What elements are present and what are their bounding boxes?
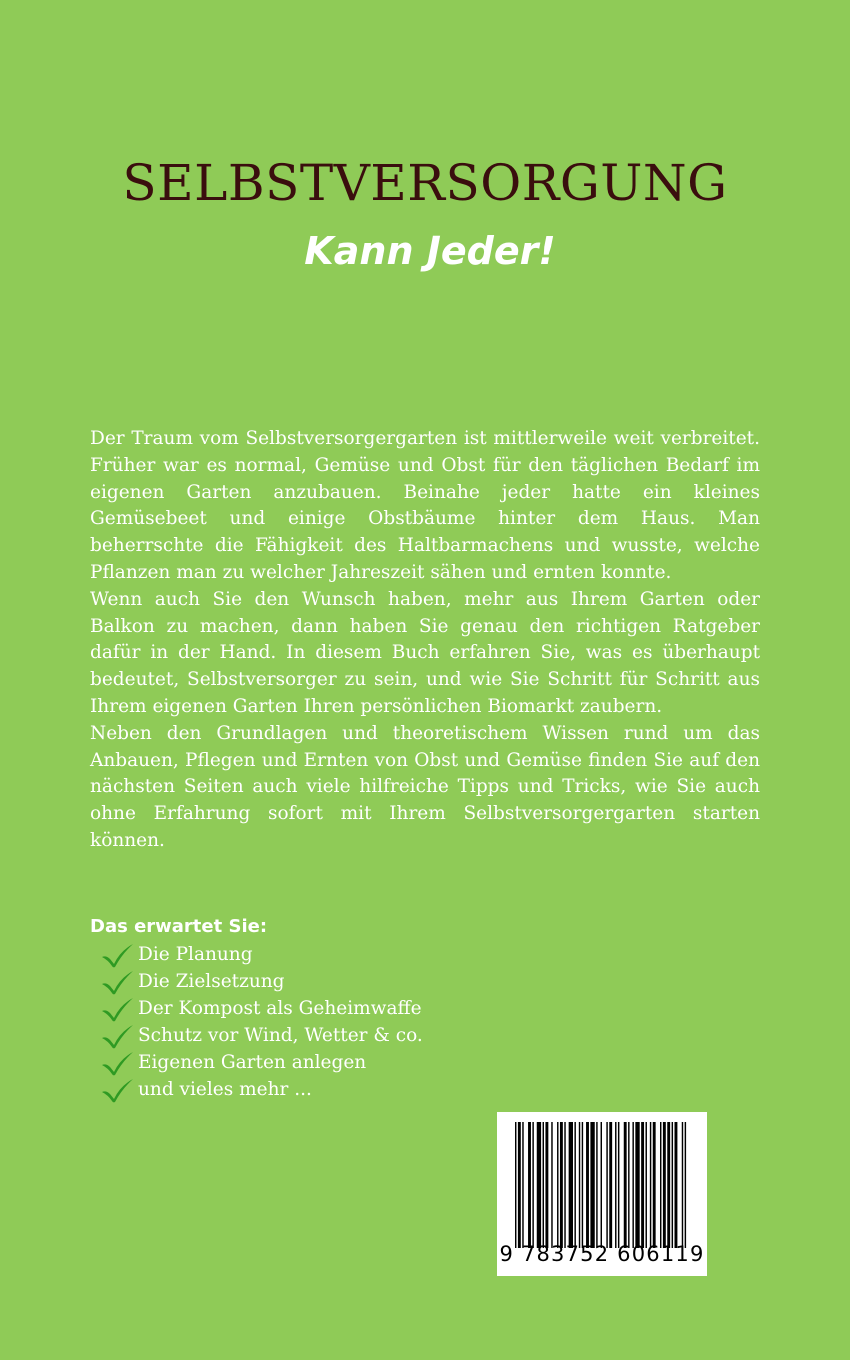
barcode-bar (551, 1122, 552, 1248)
barcode-bar (601, 1122, 602, 1248)
barcode-bar (675, 1122, 678, 1248)
book-subtitle: Kann Jeder! (304, 229, 556, 273)
list-item (100, 968, 423, 995)
checkmark-icon (100, 1050, 136, 1076)
barcode-bar (609, 1122, 612, 1248)
barcode-bar (579, 1122, 580, 1248)
list-item-label: Eigenen Garten anlegen (138, 1052, 367, 1073)
list-item (100, 941, 423, 968)
barcode-bar (653, 1122, 656, 1248)
blurb-paragraph-2: Wenn auch Sie den Wunsch haben, mehr aus Ihrem Garten oder Balkon zu machen, dann haben Sie genau den richtigen Ratgeber dafür in der Hand. In diesem Buch erfahren Sie, was es überhaupt bedeutet, Selbstversorger zu sein, und wie Sie Schritt für Schritt aus Ihrem eigenen Garten Ihren persönlichen Biomarkt zaubern. (90, 588, 760, 717)
barcode-bar (545, 1122, 548, 1248)
barcode-bar (569, 1122, 573, 1248)
barcode-bar (660, 1122, 661, 1248)
checkmark-icon (100, 942, 136, 968)
barcode-bar (667, 1122, 670, 1248)
barcode-bar (628, 1122, 629, 1248)
list-heading: Das erwartet Sie: (90, 916, 268, 937)
barcode-bar (532, 1122, 533, 1248)
blurb-paragraph-1: Der Traum vom Selbstversorgergarten ist mittlerweile weit verbreitet. Früher war es normal, Gemüse und Obst für den täglichen Bedarf im eigenen Garten anzubauen. Beinahe jeder hatte ein kleines Gemüsebeet und einige Obstbäume hinter dem Haus. Man beherrschte die Fähigkeit des Haltbarmachens und wusste, welche Pflanzen man zu welcher Jahreszeit sähen und ernten konnte. (90, 428, 760, 583)
barcode-bar (682, 1122, 683, 1248)
checkmark-icon (100, 969, 136, 995)
list-item (100, 1076, 423, 1103)
checkmark-icon (100, 1023, 136, 1049)
barcode-bar (528, 1122, 531, 1248)
barcode-bar (590, 1122, 594, 1248)
list-item-label: Die Zielsetzung (138, 971, 285, 992)
barcode-bar (537, 1122, 541, 1248)
barcode-bar (672, 1122, 673, 1248)
list-item-label: Der Kompost als Geheimwaffe (138, 998, 422, 1019)
barcode-bar (635, 1122, 639, 1248)
barcode-bar (606, 1122, 607, 1248)
barcode-bar (560, 1122, 563, 1248)
barcode-bar (632, 1122, 633, 1248)
barcode-bar (646, 1122, 647, 1248)
barcode-bar (641, 1122, 644, 1248)
barcode-bar (650, 1122, 651, 1248)
isbn-number: 9 783752 606119 (499, 1242, 705, 1266)
barcode-bar (615, 1122, 616, 1248)
barcode-bar (618, 1122, 619, 1248)
list-item (100, 1049, 423, 1076)
list-item (100, 1022, 423, 1049)
barcode-bar (624, 1122, 627, 1248)
barcode-bar (564, 1122, 565, 1248)
blurb-text (90, 426, 760, 855)
list-item-label: Die Planung (138, 944, 253, 965)
barcode-bar (522, 1122, 523, 1248)
barcode-icon (515, 1122, 689, 1248)
barcode-bar (574, 1122, 575, 1248)
list-item-label: Schutz vor Wind, Wetter & co. (138, 1025, 423, 1046)
barcode-bar (515, 1122, 516, 1248)
feature-list (100, 941, 423, 1103)
barcode-bar (518, 1122, 521, 1248)
list-item (100, 995, 423, 1022)
book-title: SELBSTVERSORGUNG (122, 154, 728, 212)
barcode-bar (543, 1122, 544, 1248)
barcode-bar (685, 1122, 686, 1248)
barcode-bar (663, 1122, 666, 1248)
list-item-label: und vieles mehr ... (138, 1079, 312, 1100)
barcode-bar (586, 1122, 589, 1248)
blurb-paragraph-3: Neben den Grundlagen und theoretischem Wissen rund um das Anbauen, Pflegen und Ernten von Obst und Gemüse finden Sie auf den nächsten Seiten auch viele hilfreiche Tipps und Tricks, wie Sie auch ohne Erfahrung sofort mit Ihrem Selbstversorgergarten starten können. (90, 722, 760, 851)
barcode-bar (596, 1122, 597, 1248)
barcode-bar (557, 1122, 558, 1248)
checkmark-icon (100, 996, 136, 1022)
barcode-bar (582, 1122, 583, 1248)
isbn-barcode (497, 1112, 707, 1276)
checkmark-icon (100, 1077, 136, 1103)
